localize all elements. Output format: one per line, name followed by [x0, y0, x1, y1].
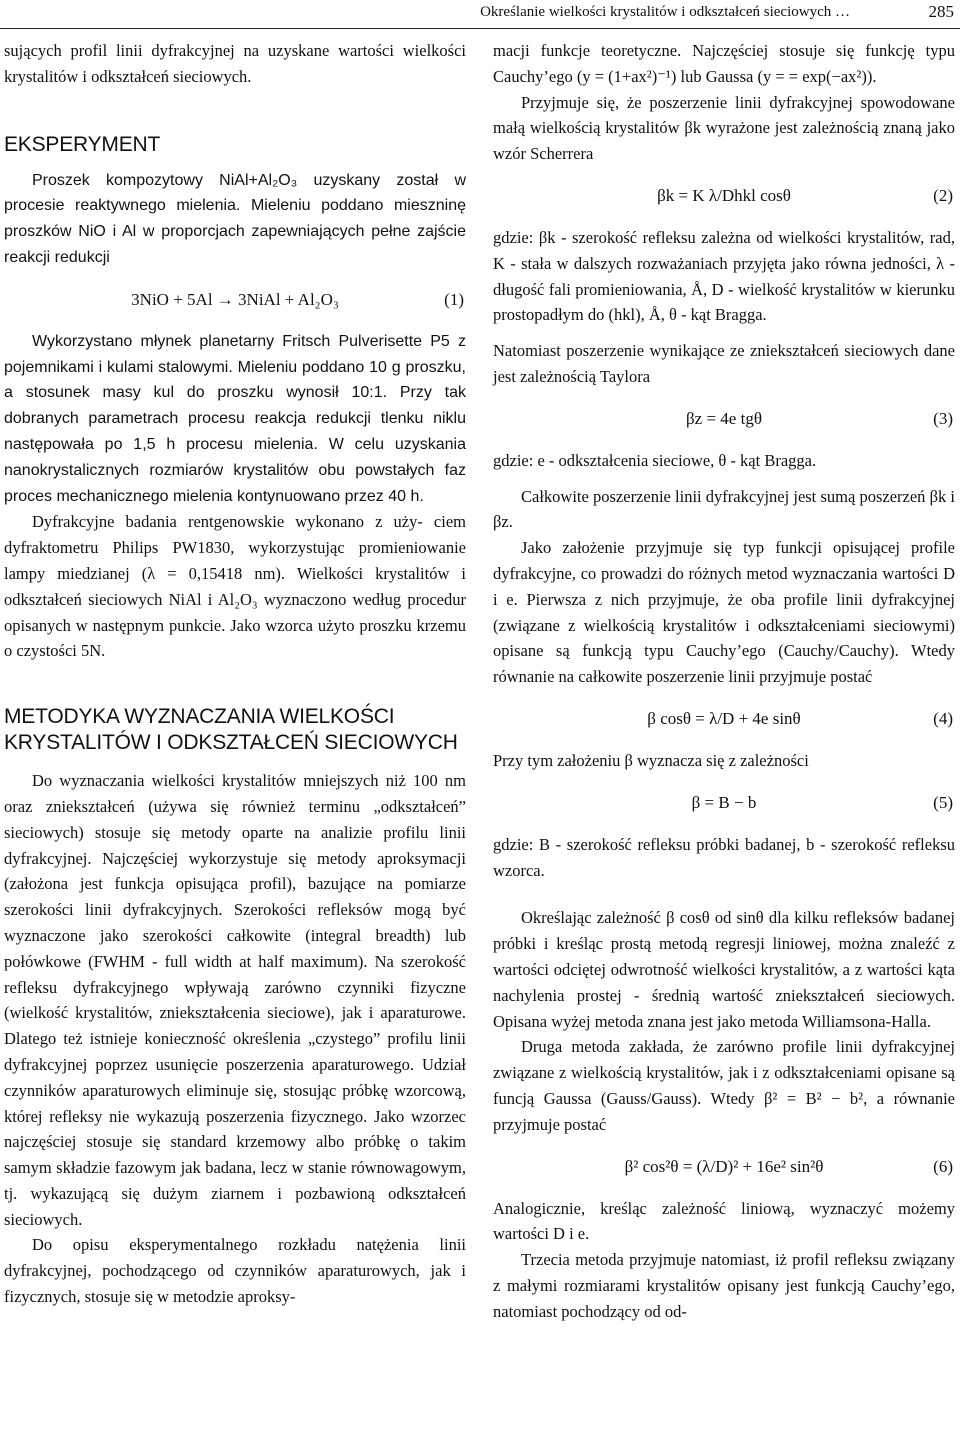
equation-3-number: (3): [933, 408, 953, 428]
running-header: [0, 0, 960, 29]
equation-3-body: βz = 4e tgθ: [686, 408, 762, 428]
equation-4-body: β cosθ = λ/D + 4e sinθ: [647, 708, 801, 728]
right-paragraph-10: Określając zależność β cosθ od sinθ dla kilku refleksów badanej próbki i kreśląc prostą metodą regresji liniowej, można znaleźć z wartości odciętej odwrotność wielkości krystalitów, a z wartości kąta nachylenia prostej - średnią wartość zniekształceń sieciowych. Opisana wyżej metoda znana jest jako metoda Williamsona-Halla.: [493, 908, 955, 1031]
intro-paragraph: sujących profil linii dyfrakcyjnej na uzyskane wartości wielkości krystalitów i odkształceń sieciowych.: [4, 41, 466, 86]
right-paragraph-8: Przy tym założeniu β wyznacza się z zależności: [493, 750, 809, 770]
right-paragraph-13: Trzecia metoda przyjmuje natomiast, iż profil refleksu związany z małymi rozmiarami krystalitów opisany jest funkcją Cauchy’ego, natomiast pochodzący od od-: [493, 1250, 955, 1321]
experiment-paragraph-2: Wykorzystano młynek planetarny Fritsch Pulverisette P5 z pojemnikami i kulami stalowymi. Mieleniu poddano 10 g proszku, a stosunek masy kul do proszku wynosił 10:1. Przy tak dobranych parametrach procesu reakcja redukcji tlenku niklu następowała po 1,5 h procesu mielenia. W celu uzyskania nanokrystalicznych rozmiarów krystalitów obu powstałych faz proces mechanicznego mielenia kontynuowano przez 40 h.: [4, 332, 466, 505]
equation-5-body: β = B − b: [691, 792, 757, 812]
methodology-paragraph-2: Do opisu eksperymentalnego rozkładu natężenia linii dyfrakcyjnej, pochodzącego od czynników aparaturowych, jak i fizycznych, stosuje się w metodzie aproksy-: [4, 1235, 466, 1307]
right-paragraph-6: Całkowite poszerzenie linii dyfrakcyjnej jest sumą poszerzeń βk i βz.: [493, 486, 955, 532]
equation-2-number: (2): [933, 185, 953, 205]
right-paragraph-3: gdzie: βk - szerokość refleksu zależna od wielkości krystalitów, rad, K - stała w dalszych rozważaniach przyjęta jako równa jedności, λ - długość fali promieniowania, Å, D - wielkość krystalitów w kierunku prostopadłym do (hkl), Å, θ - kąt Bragga.: [493, 227, 955, 325]
right-paragraph-12: Analogicznie, kreśląc zależność liniową, wyznaczyć możemy wartości D i e.: [493, 1198, 955, 1244]
equation-6-body: β² cos²θ = (λ/D)² + 16e² sin²θ: [624, 1156, 824, 1176]
page-number: 285: [928, 2, 954, 21]
right-paragraph-9: gdzie: B - szerokość refleksu próbki badanej, b - szerokość refleksu wzorca.: [493, 834, 955, 880]
right-paragraph-11: Druga metoda zakłada, że zarówno profile linii dyfrakcyjnej związane z wielkością krystalitów, jak i z odkształceniami opisane są funcją Gaussa (Gauss/Gauss). Wtedy β² = B² − b², a równanie przyjmuje postać: [493, 1037, 955, 1134]
right-paragraph-2: Przyjmuje się, że poszerzenie linii dyfrakcyjnej spowodowane małą wielkością krystalitów βk wyrażone jest zależnością znaną jako wzór Scherrera: [493, 92, 955, 164]
equation-1-body: 3NiO + 5Al → 3NiAl + Al₂O₃: [131, 289, 339, 309]
equation-2: [493, 183, 955, 209]
equation-5-number: (5): [933, 792, 953, 812]
experiment-paragraph-3: Dyfrakcyjne badania rentgenowskie wykonano z uży- ciem dyfraktometru Philips PW1830, wykorzystując promieniowanie lampy miedzianej (λ = 0,15418 nm). Wielkości krystalitów i odkształceń sieciowych NiAl i Al₂O₃ wyznaczono według procedur opisanych w następnym punkcie. Jako wzorca użyto proszku krzemu o czystości 5N.: [4, 512, 466, 661]
equation-4-number: (4): [933, 708, 953, 728]
right-column: [493, 38, 955, 1324]
right-paragraph-1: macji funkcje teoretyczne. Najczęściej stosuje się funkcję typu Cauchy’ego (y = (1+ax²)⁻¹) lub Gaussa (y = = exp(−ax²)).: [493, 41, 955, 86]
running-title: Określanie wielkości krystalitów i odkształceń sieciowych …: [480, 4, 850, 20]
methodology-paragraph-1: Do wyznaczania wielkości krystalitów mniejszych niż 100 nm oraz zniekształceń (używa się również terminu „odkształceń” sieciowych) stosuje się metody oparte na analizie profilu linii dyfrakcyjnej. Najczęściej wykorzystuje się metody aproksymacji (założona jest funkcja opisująca profil), bazujące na pomiarze szerokości linii dyfrakcyjnych. Szerokości refleksów mogą być wyznaczone jako szerokości całkowite (integral breadth) lub połówkowe (FWHM - full width at half maximum). Na szerokość refleksu dyfrakcyjnego wpływają zarówno czynniki fizyczne (wielkość krystalitów, zniekształcenia sieciowe), jak i aparaturowe. Dlatego też istnieje konieczność określenia „czystego” profilu linii dyfrakcyjnej poprzez usunięcie poszerzenia aparaturowego. Udział czynników aparaturowych eliminuje się, stosując próbkę wzorcową, której refleksy nie wykazują poszerzenia fizycznego. Jako wzorzec najczęściej stosuje się standard krzemowy albo próbkę o takim samym składzie fazowym jak badana, lecz w stanie równowagowym, tj. wykazującą się dużym ziarnem i pozbawioną odkształceń sieciowych.: [4, 771, 466, 1229]
equation-1-number: (1): [444, 289, 464, 309]
equation-5: [493, 790, 955, 816]
right-paragraph-5: gdzie: e - odkształcenia sieciowe, θ - kąt Bragga.: [493, 450, 817, 470]
equation-1: [4, 287, 466, 313]
right-paragraph-4: Natomiast poszerzenie wynikające ze zniekształceń sieciowych dane jest zależnością Taylora: [493, 341, 955, 386]
equation-6: [493, 1154, 955, 1180]
equation-2-body: βk = K λ/Dhkl cosθ: [657, 185, 791, 205]
right-paragraph-7: Jako założenie przyjmuje się typ funkcji opisującej profile dyfrakcyjne, co prowadzi do różnych metod wyznaczania wartości D i e. Pierwsza z nich przyjmuje, że oba profile linii dyfrakcyjnej (związane z wielkością krystalitów i odkształceniami sieciowymi) opisane są funkcją typu Cauchy’ego (Cauchy/Cauchy). Wtedy równanie na całkowite poszerzenie linii przyjmuje postać: [493, 538, 955, 687]
equation-4: [493, 706, 955, 732]
experiment-paragraph-1: Proszek kompozytowy NiAl+Al₂O₃ uzyskany został w procesie reaktywnego mielenia. Mieleniu poddano mieszninę proszków NiO i Al w proporcjach zapewniających pełne zajście reakcji redukcji: [4, 171, 466, 266]
left-column: [4, 38, 466, 1310]
equation-6-number: (6): [933, 1156, 953, 1176]
section-heading-experiment: EKSPERYMENT: [4, 132, 161, 156]
section-heading-methodology: METODYKA WYZNACZANIA WIELKOŚCI KRYSTALITÓW I ODKSZTAŁCEŃ SIECIOWYCH: [4, 705, 458, 755]
equation-3: [493, 406, 955, 432]
